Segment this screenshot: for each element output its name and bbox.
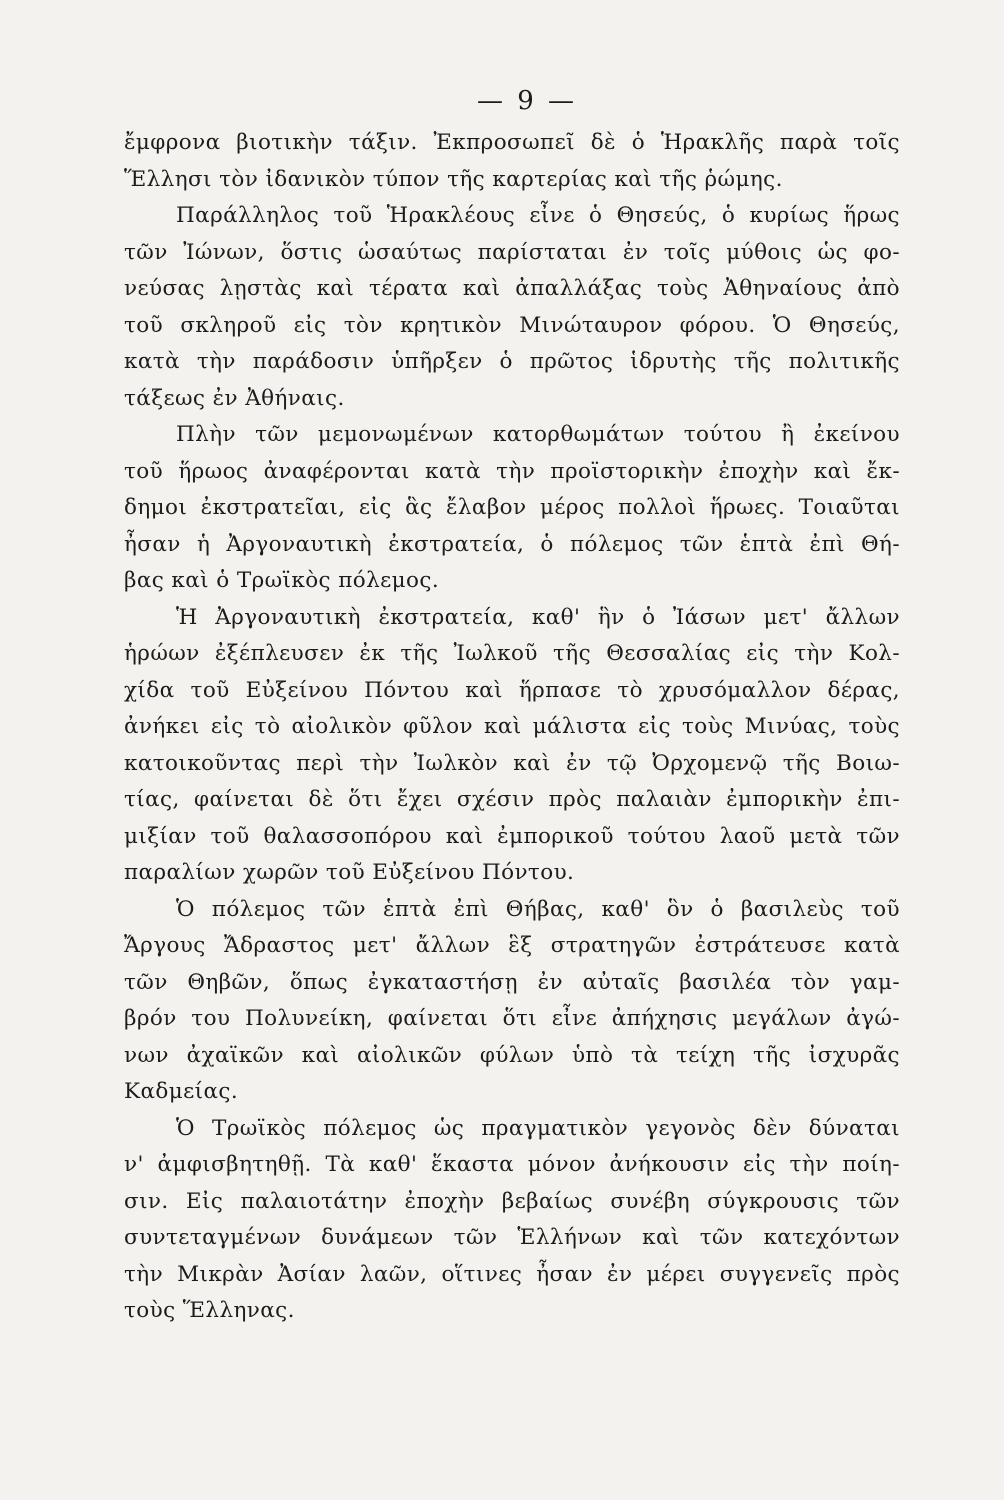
text-line: νων ἀχαϊκῶν καὶ αἰολικῶν φύλων ὑπὸ τὰ τείχη τῆς ἰσχυρᾶς <box>124 1042 900 1068</box>
text-line: τοὺς Ἕλληνας. <box>124 1298 295 1323</box>
text-line: Καδμείας. <box>124 1079 239 1104</box>
text-line: βας καὶ ὁ Τρωϊκὸς πόλεμος. <box>124 568 440 593</box>
text-line: ἡρώων ἐξέπλευσεν ἐκ τῆς Ἰωλκοῦ τῆς Θεσσαλίας εἰς τὴν Κολ- <box>124 641 900 666</box>
text-line: Ἕλλησι τὸν ἰδανικὸν τύπον τῆς καρτερίας καὶ τῆς ῥώμης. <box>124 166 783 192</box>
text-line: τοῦ ἥρωος ἀναφέρονται κατὰ τὴν προϊστορικὴν ἐποχὴν καὶ ἔκ- <box>124 458 900 484</box>
text-line: δημοι ἐκστρατεῖαι, εἰς ἃς ἔλαβον μέρος πολλοὶ ἥρωες. Τοιαῦται <box>124 495 900 520</box>
text-line: Ἄργους Ἄδραστος μετ' ἄλλων ἓξ στρατηγῶν ἐστράτευσε κατὰ <box>124 933 900 958</box>
text-line: κατὰ τὴν παράδοσιν ὑπῆρξεν ὁ πρῶτος ἱδρυτὴς τῆς πολιτικῆς <box>124 349 900 374</box>
text-line: νεύσας λῃστὰς καὶ τέρατα καὶ ἀπαλλάξας τοὺς Ἀθηναίους ἀπὸ <box>124 276 900 301</box>
text-line: τῶν Θηβῶν, ὅπως ἐγκαταστήσῃ ἐν αὐταῖς βασιλέα τὸν γαμ- <box>124 969 900 995</box>
page-number: — 9 — <box>476 86 578 116</box>
text-line: τίας, φαίνεται δὲ ὅτι ἔχει σχέσιν πρὸς παλαιὰν ἐμπορικὴν ἐπι- <box>124 787 900 812</box>
text-line: βρόν του Πολυνείκη, φαίνεται ὅτι εἶνε ἀπήχησις μεγάλων ἀγώ- <box>124 1006 900 1031</box>
text-line: Ἡ Ἀργοναυτικὴ ἐκστρατεία, καθ' ἣν ὁ Ἰάσων μετ' ἄλλων <box>176 604 900 630</box>
body-text <box>124 125 900 1330</box>
text-line: σιν. Εἰς παλαιοτάτην ἐποχὴν βεβαίως συνέβη σύγκρουσις τῶν <box>124 1188 900 1214</box>
text-line: Παράλληλος τοῦ Ἡρακλέους εἶνε ὁ Θησεύς, ὁ κυρίως ἥρως <box>176 203 900 228</box>
text-line: Ὁ πόλεμος τῶν ἑπτὰ ἐπὶ Θήβας, καθ' ὃν ὁ βασιλεὺς τοῦ <box>176 896 900 922</box>
text-line: μιξίαν τοῦ θαλασσοπόρου καὶ ἐμπορικοῦ τούτου λαοῦ μετὰ τῶν <box>124 823 900 849</box>
text-line: τῶν Ἰώνων, ὅστις ὡσαύτως παρίσταται ἐν τοῖς μύθοις ὡς φο- <box>124 239 900 265</box>
text-line: χίδα τοῦ Εὐξείνου Πόντου καὶ ἥρπασε τὸ χρυσόμαλλον δέρας, <box>124 677 900 703</box>
text-line: Ὁ Τρωϊκὸς πόλεμος ὡς πραγματικὸν γεγονὸς δὲν δύναται <box>176 1115 900 1141</box>
text-line: ἦσαν ἡ Ἀργοναυτικὴ ἐκστρατεία, ὁ πόλεμος τῶν ἑπτὰ ἐπὶ Θή- <box>124 531 900 557</box>
text-line: συντεταγμένων δυνάμεων τῶν Ἑλλήνων καὶ τῶν κατεχόντων <box>124 1225 900 1250</box>
text-line: ν' ἀμφισβητηθῇ. Τὰ καθ' ἕκαστα μόνον ἀνήκουσιν εἰς τὴν ποίη- <box>124 1152 900 1177</box>
text-line: ἀνήκει εἰς τὸ αἰολικὸν φῦλον καὶ μάλιστα εἰς τοὺς Μινύας, τοὺς <box>124 714 900 739</box>
text-line: παραλίων χωρῶν τοῦ Εὐξείνου Πόντου. <box>124 860 575 885</box>
text-line: τοῦ σκληροῦ εἰς τὸν κρητικὸν Μινώταυρον φόρου. Ὁ Θησεύς, <box>124 312 900 338</box>
text-line: ἔμφρονα βιοτικὴν τάξιν. Ἐκπροσωπεῖ δὲ ὁ Ἡρακλῆς παρὰ τοῖς <box>124 130 900 155</box>
text-line: Πλὴν τῶν μεμονωμένων κατορθωμάτων τούτου ἢ ἐκείνου <box>176 422 900 447</box>
text-line: κατοικοῦντας περὶ τὴν Ἰωλκὸν καὶ ἐν τῷ Ὀρχομενῷ τῆς Βοιω- <box>124 750 900 776</box>
text-line: τὴν Μικρὰν Ἀσίαν λαῶν, οἵτινες ἦσαν ἐν μέρει συγγενεῖς πρὸς <box>124 1261 900 1287</box>
text-line: τάξεως ἐν Ἀθήναις. <box>124 385 345 411</box>
